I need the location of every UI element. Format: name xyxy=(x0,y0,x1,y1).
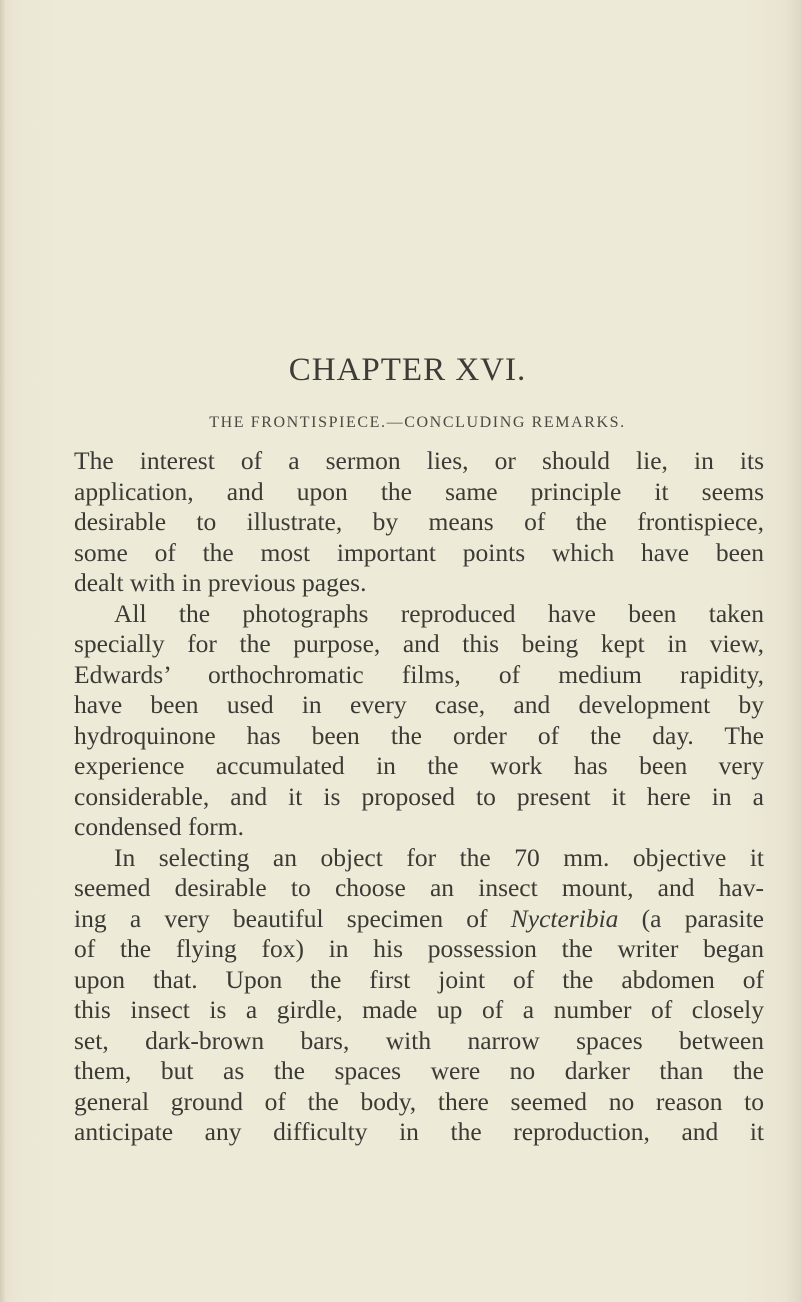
text-line: some of the most important points which have been xyxy=(74,537,764,567)
text-line: upon that. Upon the first joint of the abdomen of xyxy=(74,964,764,994)
text-line: In selecting an object for the 70 mm. objective it xyxy=(114,842,764,872)
text-line: desirable to illustrate, by means of the frontispiece, xyxy=(74,507,764,536)
text-line: considerable, and it is proposed to present it here in a xyxy=(74,781,764,811)
text-line: anticipate any difficulty in the reproduction, and it xyxy=(74,1117,764,1146)
chapter-subtitle: THE FRONTISPIECE.—CONCLUDING REMARKS. xyxy=(209,414,626,431)
text-line: condensed form. xyxy=(74,812,244,841)
page-binding-shadow xyxy=(0,0,6,1302)
chapter-title: CHAPTER XVI. xyxy=(288,352,527,388)
text-line: hydroquinone has been the order of the day. The xyxy=(74,720,764,750)
paragraph-3 xyxy=(74,843,764,1148)
text-line: All the photographs reproduced have been taken xyxy=(114,598,764,628)
text-line: specially for the purpose, and this being kept in view, xyxy=(74,629,764,658)
text-line: set, dark-brown bars, with narrow spaces between xyxy=(74,1025,764,1055)
text-line: The interest of a sermon lies, or should lie, in its xyxy=(74,446,764,475)
text-fragment: ing a very beautiful specimen of xyxy=(74,903,511,933)
text-line-with-italic xyxy=(74,904,764,935)
text-line: of the flying fox) in his possession the writer began xyxy=(74,934,764,963)
paragraph-2 xyxy=(74,599,764,843)
body-text xyxy=(74,446,764,1148)
text-line: experience accumulated in the work has been very xyxy=(74,751,764,780)
text-line: Edwards’ orthochromatic films, of medium rapidity, xyxy=(74,659,764,689)
text-line: application, and upon the same principle it seems xyxy=(74,476,764,506)
text-line: dealt with in previous pages. xyxy=(74,568,367,597)
text-line: have been used in every case, and development by xyxy=(74,690,764,719)
italic-species-name: Nycteribia xyxy=(510,903,619,933)
text-line: general ground of the body, there seemed no reason to xyxy=(74,1086,764,1116)
text-line: them, but as the spaces were no darker than the xyxy=(74,1056,764,1085)
text-fragment: (a parasite xyxy=(618,903,764,933)
text-line: this insect is a girdle, made up of a number of closely xyxy=(74,995,764,1024)
text-line: seemed desirable to choose an insect mount, and hav- xyxy=(74,873,764,902)
paragraph-1 xyxy=(74,446,764,599)
